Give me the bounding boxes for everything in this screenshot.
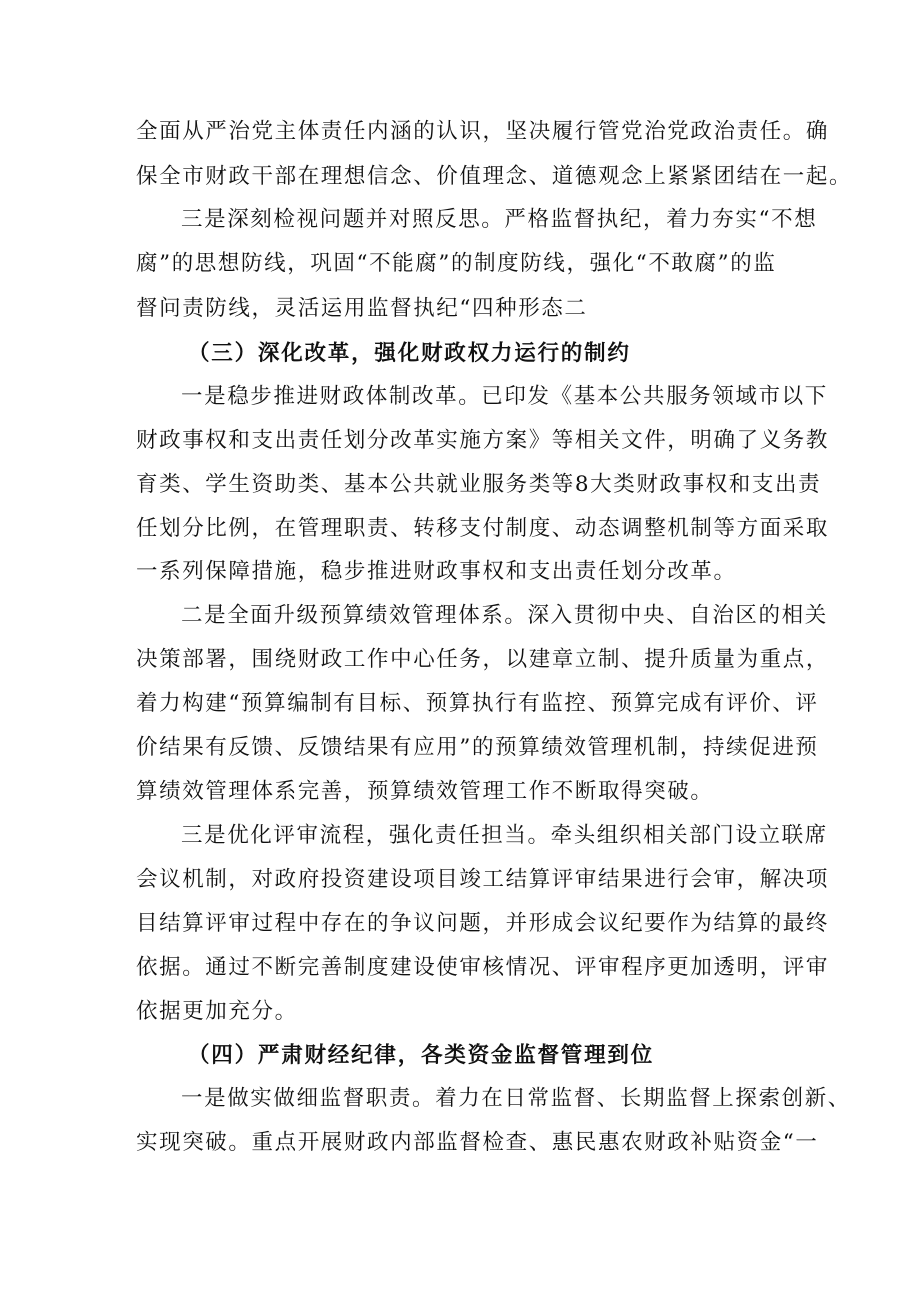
text-line: 依据更加充分。 — [136, 999, 298, 1024]
text-line: 实现突破。重点开展财政内部监督检查、惠民惠农财政补贴资金“一 — [136, 1130, 819, 1155]
text-line: 一系列保障措施，稳步推进财政事权和支出责任划分改革。 — [136, 559, 737, 584]
section-heading: （四）严肃财经纪律，各类资金监督管理到位 — [188, 1043, 655, 1068]
text-line: 财政事权和支出责任划分改革实施方案》等相关文件，明确了义务教 — [136, 428, 830, 453]
paragraph-start: 三是深刻检视问题并对照反思。严格监督执纪，着力夯实“不想 — [181, 207, 818, 232]
text-line: 任划分比例，在管理职责、转移支付制度、动态调整机制等方面采取 — [136, 516, 830, 541]
text-line: 督问责防线，灵活运用监督执纪“四种形态二 — [136, 296, 588, 321]
paragraph-start: 二是全面升级预算绩效管理体系。深入贯彻中央、自治区的相关 — [181, 603, 828, 628]
text-line: 算绩效管理体系完善，预算绩效管理工作不断取得突破。 — [136, 779, 714, 804]
text-line: 会议机制，对政府投资建设项目竣工结算评审结果进行会审，解决项 — [136, 867, 830, 892]
text-line: 依据。通过不断完善制度建设使审核情况、评审程序更加透明，评审 — [136, 955, 830, 980]
text-line: 着力构建“预算编制有目标、预算执行有监控、预算完成有评价、评 — [136, 691, 819, 716]
text-line: 腐”的思想防线，巩固“不能腐”的制度防线，强化“不敢腐”的监 — [136, 251, 777, 276]
text-line: 育类、学生资助类、基本公共就业服务类等8大类财政事权和支出责 — [136, 472, 822, 497]
text-line: 保全市财政干部在理想信念、价值理念、道德观念上紧紧团结在一起。 — [136, 164, 853, 189]
text-line: 目结算评审过程中存在的争议问题，并形成会议纪要作为结算的最终 — [136, 911, 830, 936]
paragraph-start: 一是稳步推进财政体制改革。已印发《基本公共服务领域市以下 — [181, 384, 828, 409]
paragraph-start: 一是做实做细监督职责。着力在日常监督、长期监督上探索创新、 — [181, 1086, 851, 1111]
text-line: 价结果有反馈、反馈结果有应用”的预算绩效管理机制，持续促进预 — [136, 735, 819, 760]
paragraph-start: 三是优化评审流程，强化责任担当。牵头组织相关部门设立联席 — [181, 823, 828, 848]
section-heading: （三）深化改革，强化财政权力运行的制约 — [188, 341, 631, 366]
text-line: 全面从严治党主体责任内涵的认识，坚决履行管党治党政治责任。确 — [136, 119, 830, 144]
text-line: 决策部署，围绕财政工作中心任务，以建章立制、提升质量为重点， — [136, 647, 830, 672]
